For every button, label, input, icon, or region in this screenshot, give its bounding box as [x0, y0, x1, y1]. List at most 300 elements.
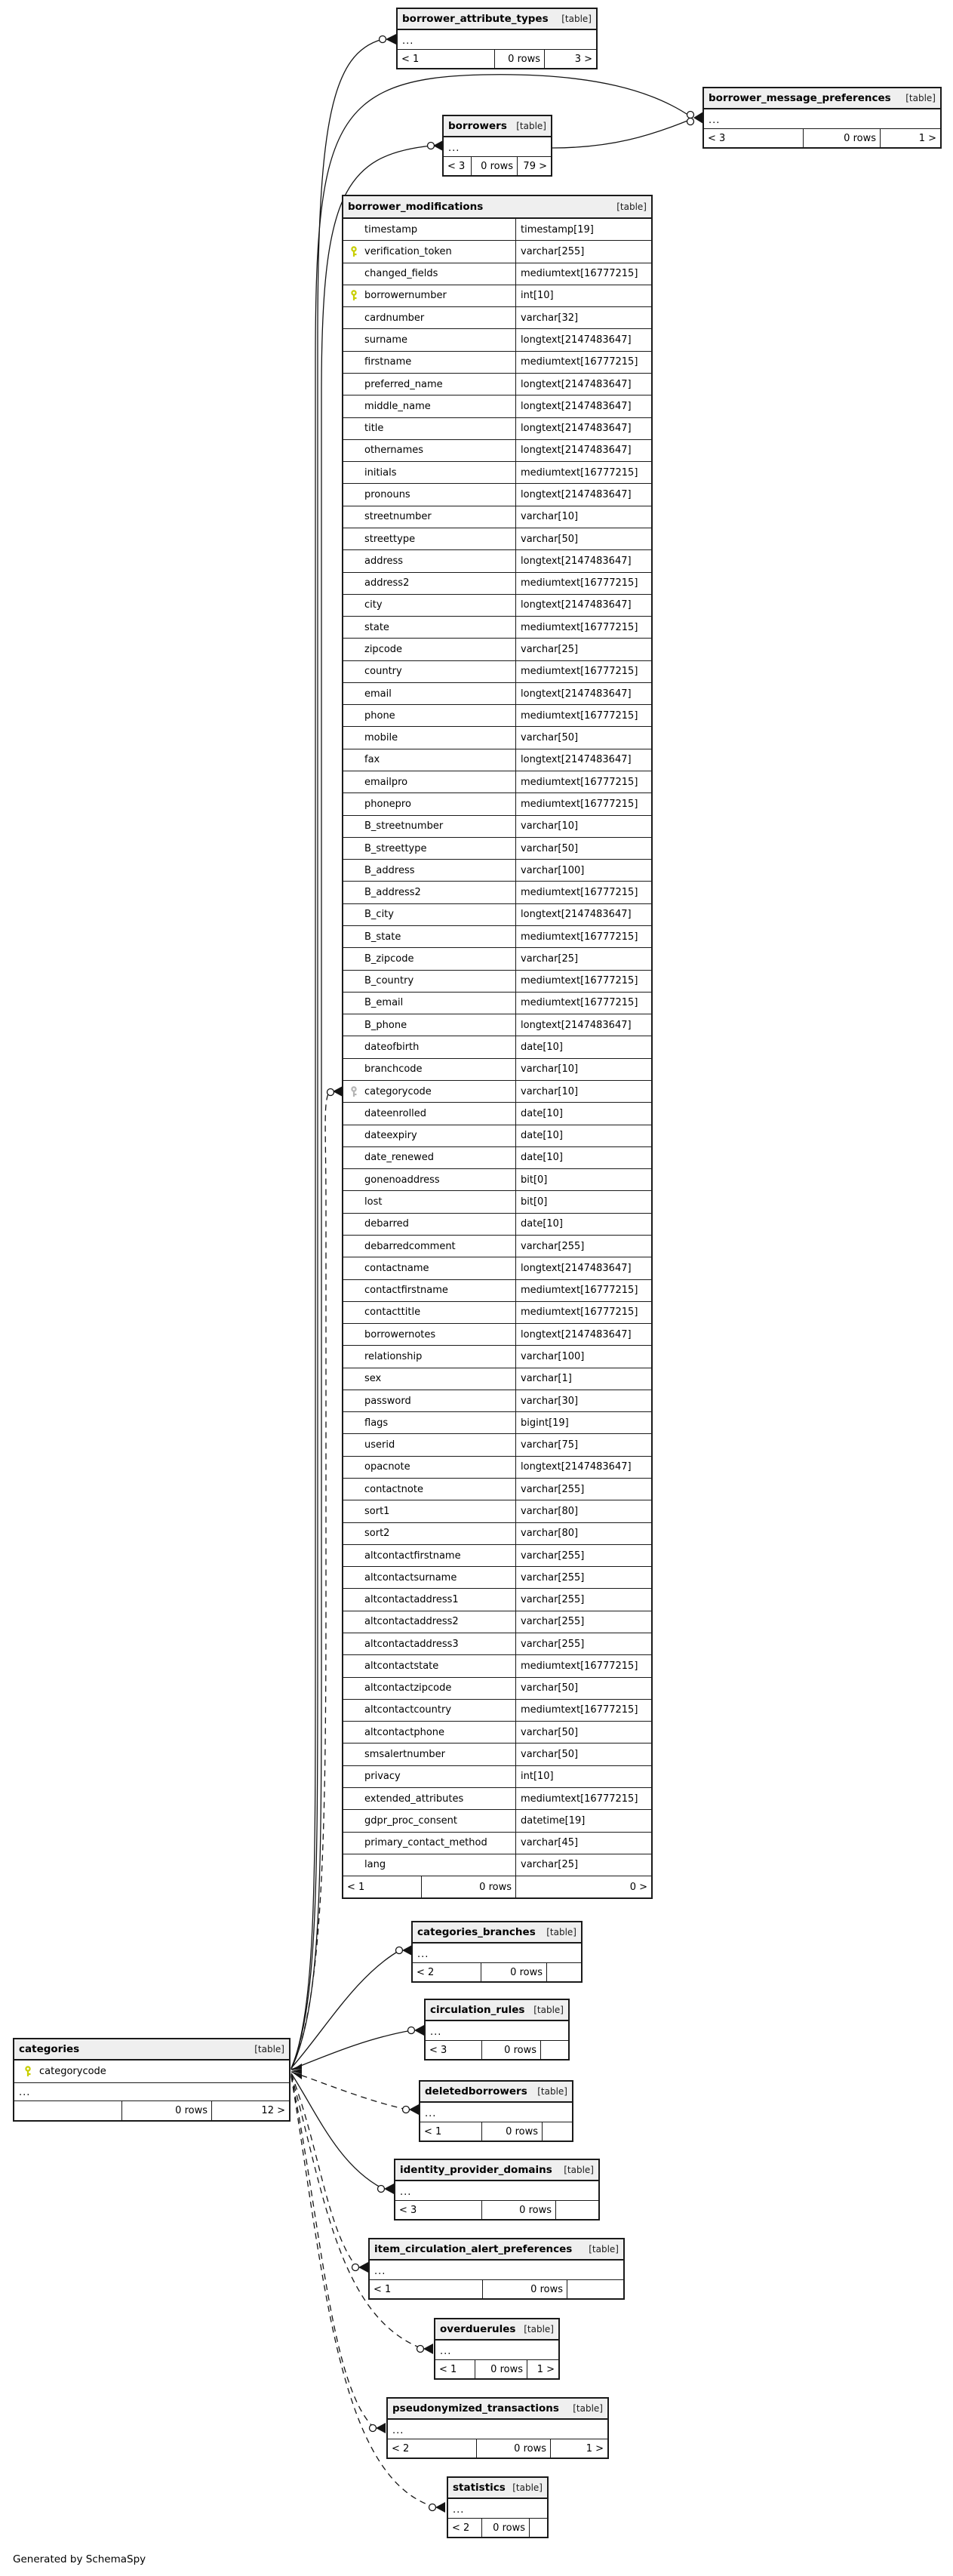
table-name: deletedborrowers	[425, 2085, 527, 2097]
column-name-cell	[343, 307, 516, 328]
column-name: B_streettype	[364, 842, 427, 854]
footer-children-count: 1 >	[918, 132, 936, 144]
column-name: opacnote	[364, 1461, 410, 1473]
column-row-altcontactaddress1	[343, 1589, 651, 1611]
column-name-cell	[343, 1457, 516, 1478]
column-type: longtext[2147483647]	[521, 1019, 632, 1031]
column-type-cell	[516, 1036, 651, 1057]
table-categories[interactable]	[13, 2038, 291, 2122]
column-name: contactname	[364, 1262, 429, 1274]
column-name: pronouns	[364, 489, 410, 501]
table-borrower-message-preferences[interactable]	[702, 87, 942, 149]
column-name-cell	[343, 528, 516, 549]
column-name: streetnumber	[364, 511, 432, 523]
column-name: emailpro	[364, 776, 408, 788]
relation-categories-borrower-modifications	[291, 1091, 330, 2069]
column-type: longtext[2147483647]	[521, 400, 632, 412]
column-type-cell	[516, 1103, 651, 1124]
column-name-cell	[343, 1014, 516, 1036]
column-type: longtext[2147483647]	[521, 445, 632, 457]
column-name: contacttitle	[364, 1306, 421, 1319]
column-type: bit[0]	[521, 1174, 548, 1186]
column-type: bigint[19]	[521, 1417, 569, 1429]
table-type-label: [table]	[564, 2165, 594, 2175]
table-borrowers[interactable]	[442, 115, 552, 177]
column-type: varchar[50]	[521, 533, 579, 545]
column-type: varchar[50]	[521, 1682, 579, 1694]
column-type-cell	[516, 1302, 651, 1323]
column-type: varchar[255]	[521, 1616, 585, 1628]
column-type: int[10]	[521, 1771, 554, 1783]
column-name: dateenrolled	[364, 1107, 427, 1119]
collapsed-columns-row: ...	[426, 2021, 568, 2041]
column-name-cell	[343, 816, 516, 837]
column-name-cell	[343, 793, 516, 814]
column-type-cell	[516, 793, 651, 814]
column-name: sex	[364, 1373, 382, 1385]
column-name-cell	[343, 771, 516, 792]
table-footer	[343, 1876, 651, 1897]
column-name-cell	[343, 661, 516, 682]
table-borrower-attribute-types[interactable]	[396, 8, 598, 69]
column-type: varchar[10]	[521, 1063, 579, 1076]
table-header	[420, 2082, 572, 2103]
column-name: altcontactphone	[364, 1726, 445, 1738]
column-list	[343, 219, 651, 1876]
column-row-contacttitle	[343, 1302, 651, 1324]
column-row-B_address	[343, 860, 651, 882]
column-name-cell	[343, 263, 516, 285]
column-name-cell	[343, 1500, 516, 1522]
footer-children-count: 1 >	[536, 2363, 555, 2375]
table-footer	[704, 129, 940, 147]
column-row-primary_contact_method	[343, 1833, 651, 1854]
column-name: sort1	[364, 1505, 390, 1517]
column-row-preferred_name	[343, 374, 651, 395]
column-name: branchcode	[364, 1063, 423, 1076]
column-name: phone	[364, 709, 395, 722]
column-name-cell	[343, 1390, 516, 1411]
column-name: dateexpiry	[364, 1130, 417, 1142]
column-row-middle_name	[343, 395, 651, 417]
column-name-cell	[343, 573, 516, 594]
column-type: date[10]	[521, 1130, 563, 1142]
column-type: mediumtext[16777215]	[521, 1306, 638, 1319]
column-type-cell	[516, 1059, 651, 1080]
relation-borrowers-borrower-message-preferences	[552, 119, 691, 148]
column-name: B_zipcode	[364, 953, 414, 965]
column-name: altcontactaddress2	[364, 1616, 459, 1628]
column-name-cell	[343, 1479, 516, 1500]
table-name: overduerules	[440, 2323, 516, 2335]
column-row-privacy	[343, 1766, 651, 1788]
column-name-cell	[343, 1678, 516, 1699]
column-name: streettype	[364, 533, 416, 545]
table-footer	[14, 2101, 289, 2120]
column-name-cell	[343, 506, 516, 528]
table-header	[343, 196, 651, 219]
table-item-circulation-alert-preferences[interactable]	[368, 2238, 625, 2300]
footer-children-count: 3 >	[574, 53, 592, 65]
column-name: altcontactaddress1	[364, 1594, 459, 1606]
column-row-sex	[343, 1368, 651, 1390]
column-name-cell	[343, 749, 516, 771]
column-name: lang	[364, 1859, 386, 1871]
column-type: longtext[2147483647]	[521, 423, 632, 435]
column-type-cell	[516, 1257, 651, 1279]
column-type-cell	[516, 727, 651, 748]
table-type-label: [table]	[254, 2044, 284, 2054]
table-overduerules[interactable]	[434, 2318, 560, 2380]
column-type: varchar[255]	[521, 1483, 585, 1495]
table-header	[448, 2478, 547, 2499]
column-type-cell	[516, 993, 651, 1014]
column-type: varchar[255]	[521, 1550, 585, 1562]
column-name: address2	[364, 577, 410, 589]
column-type-cell	[516, 926, 651, 947]
column-name-cell	[343, 1346, 516, 1367]
footer-parents-count: < 2	[388, 2439, 477, 2458]
column-row-smsalertnumber	[343, 1743, 651, 1765]
footer-parents-count: < 1	[370, 2280, 483, 2298]
table-name: borrowers	[448, 120, 507, 132]
footer-parents-count: < 1	[398, 50, 495, 68]
column-name-cell	[343, 374, 516, 395]
collapsed-columns-row: ...	[704, 109, 940, 129]
table-identity-provider-domains[interactable]	[394, 2159, 600, 2221]
table-name: borrower_modifications	[348, 201, 484, 213]
table-header	[444, 116, 551, 137]
column-name-cell	[343, 1655, 516, 1676]
column-row-pronouns	[343, 484, 651, 506]
column-row-B_streettype	[343, 838, 651, 860]
column-name: address	[364, 555, 404, 567]
column-type-cell	[516, 307, 651, 328]
generator-note: Generated by SchemaSpy	[13, 2553, 146, 2565]
column-row-relationship	[343, 1346, 651, 1368]
column-name-cell	[343, 1611, 516, 1633]
table-header	[388, 2399, 607, 2420]
collapsed-columns-row: ...	[413, 1944, 581, 1963]
column-name: sort2	[364, 1528, 390, 1540]
column-type-cell	[516, 1833, 651, 1854]
collapsed-columns-row: ...	[435, 2341, 558, 2360]
column-name: smsalertnumber	[364, 1749, 445, 1761]
column-row-altcontactcountry	[343, 1700, 651, 1722]
column-type-cell	[516, 1589, 651, 1610]
table-name: item_circulation_alert_preferences	[374, 2243, 573, 2255]
column-type: varchar[255]	[521, 245, 585, 257]
connector-deletedborrowers	[403, 2104, 420, 2115]
footer-children-count	[530, 2519, 547, 2537]
column-type-cell	[516, 1191, 651, 1212]
footer-row-count: 0 rows	[481, 1963, 547, 1981]
column-name: date_renewed	[364, 1152, 434, 1164]
column-name-cell	[343, 971, 516, 992]
table-type-label: [table]	[616, 202, 647, 212]
column-name-cell	[343, 1766, 516, 1787]
column-row-altcontactstate	[343, 1655, 651, 1677]
column-type-cell	[516, 639, 651, 660]
column-row-B_address2	[343, 882, 651, 903]
connector-borrower-message-preferences	[687, 112, 704, 125]
column-row-city	[343, 595, 651, 617]
table-footer	[370, 2280, 623, 2298]
column-row-phone	[343, 705, 651, 727]
table-type-label: [table]	[524, 2324, 554, 2334]
column-name-cell	[343, 882, 516, 903]
column-row-phonepro	[343, 793, 651, 815]
column-type: mediumtext[16777215]	[521, 466, 638, 479]
column-name-cell	[343, 440, 516, 461]
table-header	[370, 2239, 623, 2261]
footer-row-count: 0 rows	[804, 129, 881, 147]
footer-row-count: 0 rows	[482, 2041, 541, 2059]
column-row-contactnote	[343, 1479, 651, 1500]
column-type: longtext[2147483647]	[521, 1262, 632, 1274]
column-type-cell	[516, 1390, 651, 1411]
column-name: B_state	[364, 931, 401, 943]
column-row-B_zipcode	[343, 948, 651, 970]
footer-row-count: 0 rows	[495, 50, 545, 68]
column-type-cell	[516, 1368, 651, 1390]
column-type: longtext[2147483647]	[521, 334, 632, 346]
column-row-state	[343, 617, 651, 639]
column-row-altcontactfirstname	[343, 1545, 651, 1567]
footer-children-count	[541, 2041, 568, 2059]
column-type-cell	[516, 661, 651, 682]
column-type-cell	[516, 771, 651, 792]
table-name: borrower_message_preferences	[709, 92, 891, 104]
column-type-cell	[516, 285, 651, 306]
table-circulation-rules[interactable]	[424, 1999, 570, 2060]
column-type: varchar[10]	[521, 1085, 579, 1097]
column-row-timestamp	[343, 219, 651, 241]
table-header	[426, 2000, 568, 2021]
column-name-cell	[343, 1280, 516, 1301]
table-header	[398, 9, 596, 30]
column-type: longtext[2147483647]	[521, 489, 632, 501]
column-row-email	[343, 683, 651, 705]
footer-children-count: 12 >	[261, 2105, 285, 2116]
column-name-cell	[343, 705, 516, 726]
column-row-branchcode	[343, 1059, 651, 1081]
column-type: date[10]	[521, 1042, 563, 1054]
connector-borrower-modifications-categorycode	[327, 1086, 343, 1097]
column-name-cell	[343, 1257, 516, 1279]
column-name: email	[364, 688, 392, 700]
column-type-cell	[516, 1500, 651, 1522]
table-type-label: [table]	[512, 2482, 543, 2493]
column-type-cell	[516, 573, 651, 594]
column-type: date[10]	[521, 1107, 563, 1119]
column-type-cell	[516, 550, 651, 571]
column-name: altcontactaddress3	[364, 1638, 459, 1650]
column-type-cell	[516, 1147, 651, 1168]
column-name: cardnumber	[364, 312, 425, 324]
table-categories-branches[interactable]	[411, 1921, 583, 1983]
column-name-cell	[343, 484, 516, 505]
column-name-cell	[343, 1854, 516, 1876]
relation-categories-categories-branches	[291, 1950, 400, 2068]
column-type-cell	[516, 816, 651, 837]
column-type-cell	[516, 1081, 651, 1102]
column-type: varchar[75]	[521, 1439, 579, 1451]
column-name: B_country	[364, 975, 414, 987]
column-row-B_country	[343, 971, 651, 993]
column-row-categorycode	[343, 1081, 651, 1103]
column-type: date[10]	[521, 1218, 563, 1230]
relation-categories-circulation-rules	[291, 2030, 412, 2070]
column-type: mediumtext[16777215]	[521, 975, 638, 987]
connector-categories-branches	[396, 1945, 413, 1956]
connector-categories-parent-end	[291, 2064, 302, 2079]
column-type-cell	[516, 352, 651, 373]
table-type-label: [table]	[573, 2403, 603, 2414]
column-row-streettype	[343, 528, 651, 550]
column-row-cardnumber	[343, 307, 651, 329]
footer-parents-count	[14, 2101, 122, 2120]
column-name-cell	[343, 395, 516, 417]
column-type: varchar[30]	[521, 1395, 579, 1407]
column-type: longtext[2147483647]	[521, 1328, 632, 1340]
column-name: lost	[364, 1196, 383, 1208]
column-type: mediumtext[16777215]	[521, 356, 638, 368]
column-type-cell	[516, 860, 651, 881]
collapsed-columns-row: ...	[398, 30, 596, 50]
column-type-cell	[516, 1236, 651, 1257]
column-type-cell	[516, 1214, 651, 1235]
table-type-label: [table]	[589, 2244, 619, 2254]
footer-children-count: 79 >	[523, 160, 547, 172]
table-footer	[398, 50, 596, 68]
column-type: mediumtext[16777215]	[521, 1660, 638, 1672]
column-type-cell	[516, 1280, 651, 1301]
column-type: mediumtext[16777215]	[521, 709, 638, 722]
column-name-cell	[343, 329, 516, 350]
column-row-sort2	[343, 1523, 651, 1545]
column-name: B_streetnumber	[364, 820, 444, 833]
column-type: varchar[100]	[521, 1350, 585, 1362]
footer-row-count: 0 rows	[482, 2201, 556, 2219]
column-type: varchar[50]	[521, 842, 579, 854]
column-name-cell	[343, 595, 516, 616]
table-name: circulation_rules	[430, 2004, 525, 2016]
column-type-cell	[516, 1678, 651, 1699]
footer-parents-count: < 1	[435, 2360, 475, 2378]
column-name: gonenoaddress	[364, 1174, 440, 1186]
column-name: changed_fields	[364, 268, 438, 280]
table-statistics[interactable]	[447, 2476, 549, 2538]
column-name: borrowernumber	[364, 290, 447, 302]
column-type-cell	[516, 374, 651, 395]
column-name-cell	[343, 1810, 516, 1831]
table-footer	[420, 2122, 572, 2141]
column-name-cell	[343, 1081, 516, 1102]
column-name-cell	[343, 1633, 516, 1654]
column-name: mobile	[364, 732, 398, 744]
column-type-cell	[516, 1766, 651, 1787]
column-type-cell	[516, 838, 651, 859]
column-name-cell	[343, 285, 516, 306]
table-name: borrower_attribute_types	[402, 13, 549, 25]
table-deletedborrowers[interactable]	[419, 2080, 573, 2142]
column-name-cell	[343, 1059, 516, 1080]
column-type-cell	[516, 1434, 651, 1455]
primary-key-icon	[348, 290, 360, 301]
column-name-cell	[343, 1589, 516, 1610]
column-name: altcontactstate	[364, 1660, 439, 1672]
column-type-cell	[516, 971, 651, 992]
column-row-altcontactaddress2	[343, 1611, 651, 1633]
column-name-cell	[343, 1191, 516, 1212]
column-type-cell	[516, 1545, 651, 1566]
column-type-cell	[516, 948, 651, 969]
column-name-cell	[343, 1434, 516, 1455]
foreign-key-icon	[348, 1086, 360, 1097]
column-row-date_renewed	[343, 1147, 651, 1169]
table-name: categories	[19, 2043, 80, 2055]
collapsed-columns-row: ...	[420, 2103, 572, 2122]
column-name: B_email	[364, 997, 404, 1009]
column-type-cell	[516, 1611, 651, 1633]
footer-parents-count: < 1	[343, 1876, 422, 1897]
column-type-cell	[516, 462, 651, 483]
table-borrower-modifications[interactable]	[342, 195, 653, 1899]
column-row-B_streetnumber	[343, 816, 651, 838]
column-type: mediumtext[16777215]	[521, 268, 638, 280]
column-type-cell	[516, 1169, 651, 1190]
footer-row-count: 0 rows	[472, 157, 518, 175]
column-name: categorycode	[364, 1085, 432, 1097]
footer-parents-count: < 2	[413, 1963, 481, 1981]
column-type: longtext[2147483647]	[521, 555, 632, 567]
table-pseudonymized-transactions[interactable]	[386, 2397, 609, 2459]
table-name: categories_branches	[417, 1926, 536, 1938]
column-row-opacnote	[343, 1457, 651, 1479]
column-type-cell	[516, 595, 651, 616]
column-type: mediumtext[16777215]	[521, 997, 638, 1009]
column-name: borrowernotes	[364, 1328, 436, 1340]
table-type-label: [table]	[561, 14, 592, 24]
column-type: mediumtext[16777215]	[521, 931, 638, 943]
column-type: mediumtext[16777215]	[521, 1704, 638, 1716]
column-name-cell	[343, 1722, 516, 1743]
column-row-streetnumber	[343, 506, 651, 528]
column-name: password	[364, 1395, 411, 1407]
column-row-contactname	[343, 1257, 651, 1279]
column-name-cell	[343, 993, 516, 1014]
column-name: gdpr_proc_consent	[364, 1814, 457, 1827]
column-name-cell	[343, 1147, 516, 1168]
column-name-cell	[343, 904, 516, 925]
column-name: state	[364, 621, 389, 633]
column-row-initials	[343, 462, 651, 484]
column-name-cell	[343, 639, 516, 660]
column-type-cell	[516, 1346, 651, 1367]
column-name-cell	[343, 1169, 516, 1190]
column-name-cell	[343, 550, 516, 571]
column-name: city	[364, 599, 383, 611]
column-row-altcontactaddress3	[343, 1633, 651, 1655]
column-row-B_phone	[343, 1014, 651, 1036]
column-type: longtext[2147483647]	[521, 688, 632, 700]
table-footer	[435, 2360, 558, 2378]
column-row-address2	[343, 573, 651, 595]
column-name-cell	[343, 1567, 516, 1588]
column-type: timestamp[19]	[521, 223, 594, 235]
column-name: altcontactcountry	[364, 1704, 452, 1716]
